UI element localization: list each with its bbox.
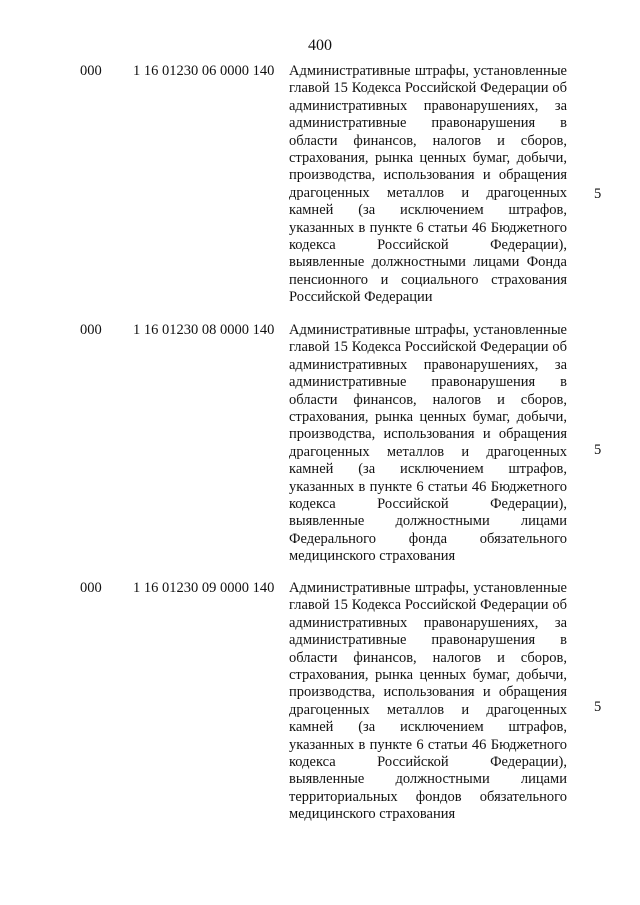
distribution-standard: 5: [594, 186, 602, 202]
distribution-standard: 5: [594, 442, 602, 458]
admin-code: 000: [80, 63, 102, 79]
page-number: 400: [308, 37, 332, 54]
revenue-description: Административные штрафы, установленные главой 15 Кодекса Российской Федерации об административных правонарушениях, за административные правонарушения в области финансов, налогов и сборов, страхования, рынка ценных бумаг, добычи, производства, использования и обращения драгоценных металлов и драгоценных камней (за исключением штрафов, указанных в пункте 6 статьи 46 Бюджетного кодекса Российской Федерации), выявленные должностными лицами Фонда пенсионного и социального страхования Российской Федерации: [289, 63, 567, 306]
distribution-standard: 5: [594, 699, 602, 715]
budget-classification-code: 1 16 01230 08 0000 140: [133, 322, 275, 338]
revenue-description: Административные штрафы, установленные главой 15 Кодекса Российской Федерации об административных правонарушениях, за административные правонарушения в области финансов, налогов и сборов, страхования, рынка ценных бумаг, добычи, производства, использования и обращения драгоценных металлов и драгоценных камней (за исключением штрафов, указанных в пункте 6 статьи 46 Бюджетного кодекса Российской Федерации), выявленные должностными лицами Федерального фонда обязательного медицинского страхования: [289, 322, 567, 565]
revenue-description: Административные штрафы, установленные главой 15 Кодекса Российской Федерации об административных правонарушениях, за административные правонарушения в области финансов, налогов и сборов, страхования, рынка ценных бумаг, добычи, производства, использования и обращения драгоценных металлов и драгоценных камней (за исключением штрафов, указанных в пункте 6 статьи 46 Бюджетного кодекса Российской Федерации), выявленные должностными лицами территориальных фондов обязательного медицинского страхования: [289, 580, 567, 823]
budget-classification-code: 1 16 01230 06 0000 140: [133, 63, 275, 79]
admin-code: 000: [80, 580, 102, 596]
admin-code: 000: [80, 322, 102, 338]
budget-classification-code: 1 16 01230 09 0000 140: [133, 580, 275, 596]
